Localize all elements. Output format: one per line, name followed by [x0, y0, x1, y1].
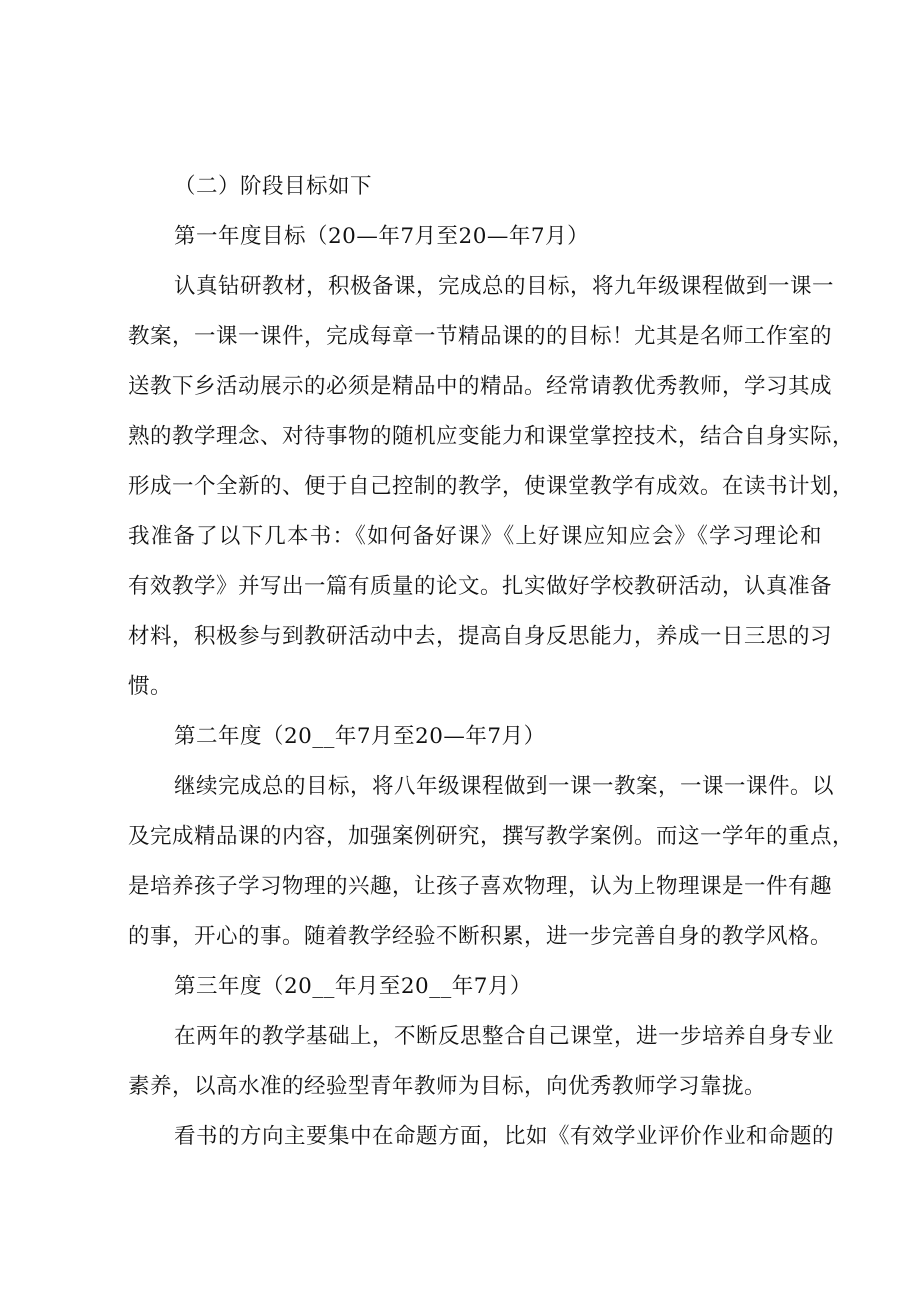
year3-line-2: 素养，以高水准的经验型青年教师为目标，向优秀教师学习靠拢。 — [128, 1074, 767, 1099]
year1-line-4: 熟的教学理念、对待事物的随机应变能力和课堂掌控技术，结合自身实际， — [128, 424, 855, 449]
year2-line-1: 继续完成总的目标，将八年级课程做到一课一教案，一课一课件。以 — [174, 774, 835, 799]
year2-heading: 第二年度（20__年7月至20—年7月） — [174, 724, 546, 749]
year1-line-2: 教案，一课一课件，完成每章一节精品课的的目标！尤其是名师工作室的 — [128, 324, 833, 349]
reading-line-1: 看书的方向主要集中在命题方面，比如《有效学业评价作业和命题的 — [174, 1124, 835, 1149]
year2-line-3: 是培养孩子学习物理的兴趣，让孩子喜欢物理，认为上物理课是一件有趣 — [128, 874, 833, 899]
year3-line-1: 在两年的教学基础上，不断反思整合自己课堂，进一步培养自身专业 — [174, 1024, 835, 1049]
section-heading: （二）阶段目标如下 — [174, 174, 373, 199]
year1-heading: 第一年度目标（20—年7月至20—年7月） — [174, 224, 590, 249]
year1-line-8: 材料，积极参与到教研活动中去，提高自身反思能力，养成一日三思的习 — [128, 624, 833, 649]
year1-line-1: 认真钻研教材，积极备课，完成总的目标，将九年级课程做到一课一 — [174, 274, 835, 299]
year3-heading: 第三年度（20__年月至20__年7月） — [174, 974, 532, 999]
year1-line-9: 惯。 — [128, 674, 173, 699]
year1-line-6: 我准备了以下几本书：《如何备好课》《上好课应知应会》《学习理论和 — [128, 524, 822, 549]
year1-line-5: 形成一个全新的、便于自己控制的教学，使课堂教学有成效。在读书计划， — [128, 474, 855, 499]
year1-line-3: 送教下乡活动展示的必须是精品中的精品。经常请教优秀教师，学习其成 — [128, 374, 833, 399]
year2-line-4: 的事，开心的事。随着教学经验不断积累，进一步完善自身的教学风格。 — [128, 924, 833, 949]
year2-line-2: 及完成精品课的内容，加强案例研究，撰写教学案例。而这一学年的重点， — [128, 824, 855, 849]
year1-line-7: 有效教学》并写出一篇有质量的论文。扎实做好学校教研活动，认真准备 — [128, 574, 833, 599]
